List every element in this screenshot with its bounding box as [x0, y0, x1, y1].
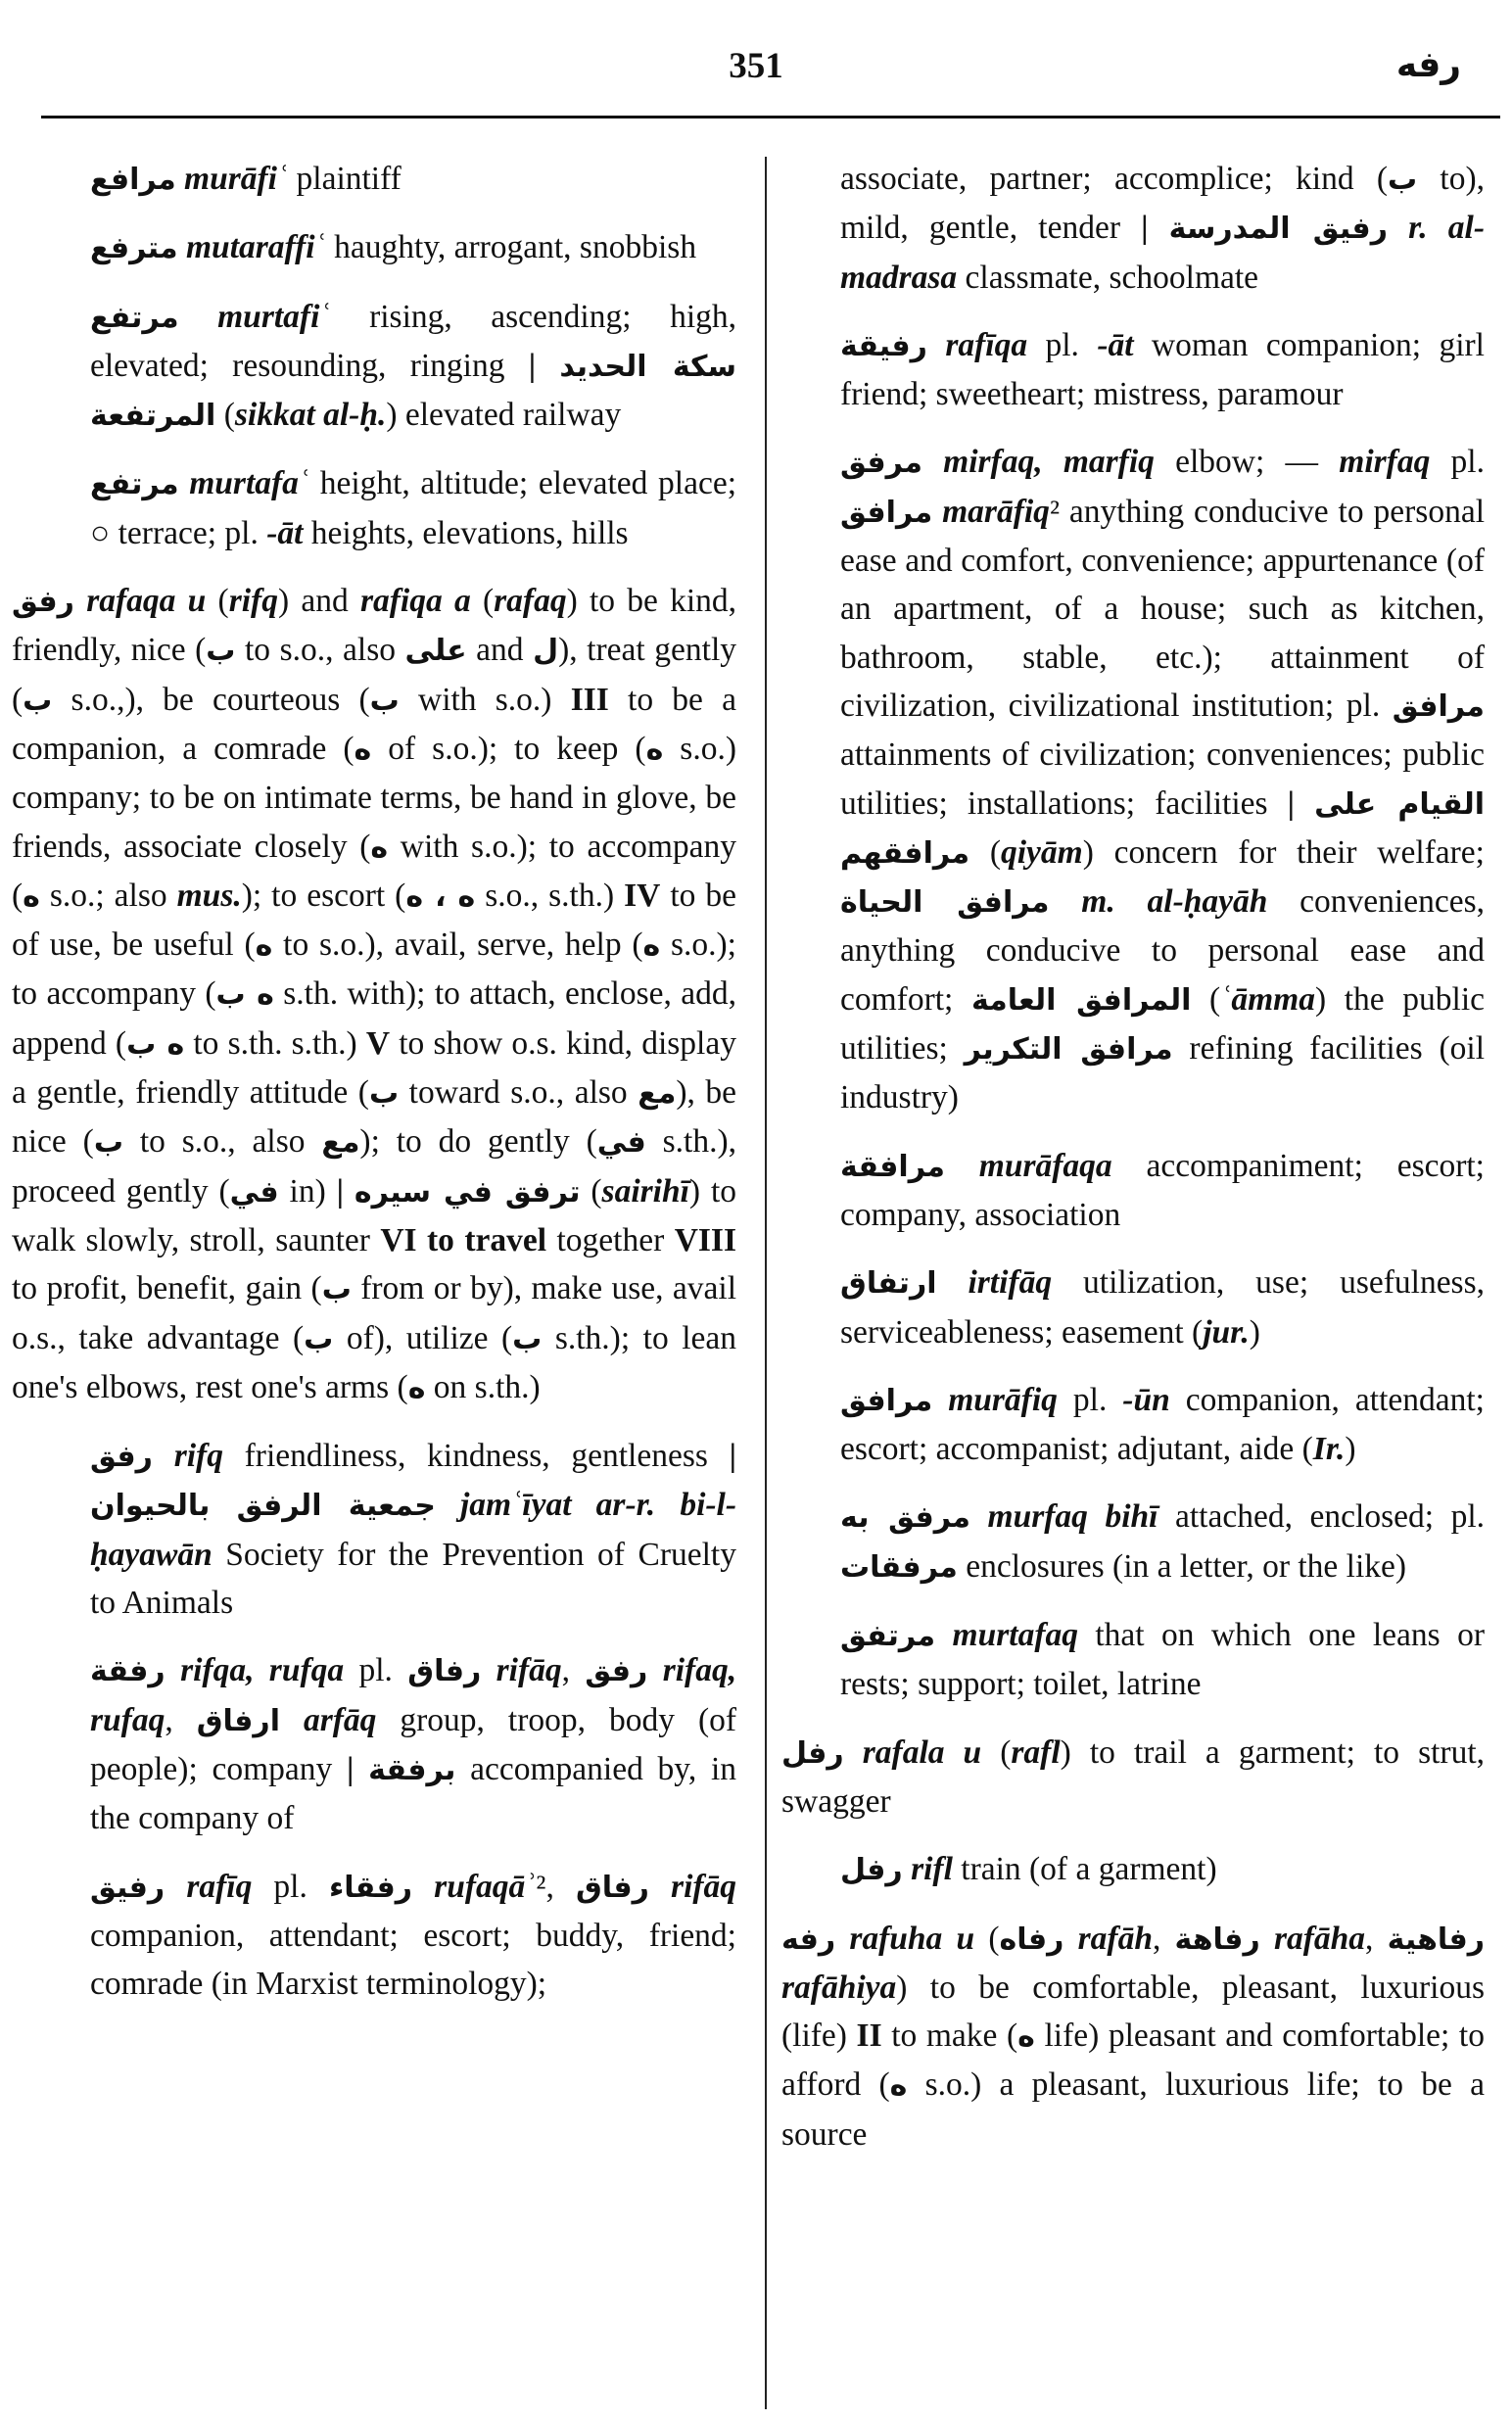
- transliteration: sikkat al-ḥ.: [234, 397, 387, 434]
- definition-text: pl.: [344, 1652, 408, 1689]
- definition-text: s.o., s.th.): [475, 877, 625, 914]
- definition-text: to), mild, gentle, tender: [840, 161, 1485, 247]
- transliteration: rifq: [228, 583, 278, 620]
- verb-form: III: [570, 681, 609, 718]
- definition-text: [165, 1869, 186, 1905]
- definition-text: [179, 299, 218, 335]
- transliteration: rafīqa: [945, 326, 1028, 363]
- definition-text: ,: [1365, 1920, 1388, 1957]
- verb-form: VIII: [674, 1221, 736, 1258]
- arabic-text: ب: [512, 1321, 543, 1356]
- definition-text: life) pleasant and comfortable; to afford (: [781, 2017, 1485, 2104]
- separator-bar: |: [528, 347, 537, 384]
- transliteration: r. al-madrasa: [840, 210, 1486, 296]
- definition-text: that on which one leans or rests; support; toilet, latrine: [840, 1617, 1485, 1703]
- transliteration: rafiqa a: [359, 583, 471, 620]
- arabic-text: ب: [321, 1272, 352, 1307]
- arabic-text: ه: [407, 1370, 426, 1405]
- definition-text: [922, 444, 943, 480]
- definition-text: companion, attendant; escort; buddy, friend; comrade (in Marxist terminology);: [90, 1917, 736, 2003]
- verb-form: V: [365, 1024, 391, 1062]
- definition-text: in): [278, 1172, 337, 1210]
- arabic-text: ه: [642, 928, 661, 964]
- column-divider: [765, 157, 767, 2409]
- definition-text: ) to be comfortable, pleasant, luxurious (life): [781, 1969, 1485, 2055]
- arabic-text: رفقة: [90, 1654, 165, 1689]
- definition-text: [932, 1382, 948, 1418]
- arabic-text: ه ب: [215, 977, 274, 1013]
- definition-text: to s.o., also: [122, 1123, 322, 1161]
- definition-text: group, troop, body (of people); company: [90, 1701, 737, 1787]
- separator-bar: |: [346, 1750, 354, 1787]
- transliteration: rafaq: [494, 583, 567, 620]
- arabic-text: رفيقة: [840, 328, 927, 363]
- definition-text: accompaniment; escort; company, association: [840, 1147, 1485, 1233]
- definition-text: [536, 348, 559, 384]
- definition-text: ), be nice (: [12, 1074, 737, 1161]
- arabic-text: سكة الحديد المرتفعة: [90, 349, 736, 434]
- dictionary-entry: [840, 1611, 1485, 1709]
- definition-text: [1049, 883, 1081, 920]
- definition-text: haughty, arrogant, snobbish: [325, 229, 697, 266]
- definition-text: (: [206, 583, 229, 620]
- definition-text: from or by), make use, avail o.s., take advantage (: [12, 1270, 736, 1356]
- transliteration: irtifāq: [968, 1264, 1053, 1302]
- arabic-text: رفاه: [999, 1922, 1064, 1957]
- arabic-text: ه: [354, 732, 372, 767]
- definition-text: ,: [1152, 1920, 1175, 1957]
- separator-bar: |: [336, 1172, 345, 1210]
- transliteration: rafīq: [186, 1868, 253, 1905]
- arabic-text: رفق: [12, 585, 74, 620]
- dictionary-entry: [90, 1863, 736, 2009]
- definition-text: [1260, 1921, 1274, 1957]
- arabic-text: مرافق: [1392, 688, 1485, 724]
- transliteration: mus.: [176, 877, 242, 914]
- definition-text: s.th. with); to attach, enclose, add, append (: [12, 975, 736, 1062]
- definition-text: enclosures (in a letter, or the like): [957, 1547, 1407, 1585]
- verb-form: IV: [624, 877, 661, 914]
- transliteration: rafala u: [862, 1733, 982, 1771]
- dictionary-entry: [840, 1845, 1485, 1894]
- transliteration: jur.: [1203, 1313, 1250, 1351]
- definition-text: [935, 1617, 952, 1653]
- verb-form: VI to travel: [380, 1221, 547, 1258]
- transliteration: -āt: [1097, 326, 1134, 363]
- transliteration: marāfiq: [942, 493, 1050, 530]
- arabic-text: رفاهة: [1174, 1922, 1260, 1957]
- transliteration: mirfaq: [1339, 444, 1431, 481]
- definition-text: (: [981, 1733, 1012, 1771]
- definition-text: s.o.) company; to be on intimate terms, be hand in glove, be friends, associate closely (: [12, 730, 736, 865]
- definition-text: ²,: [536, 1868, 576, 1905]
- definition-text: refining facilities (oil industry): [840, 1030, 1485, 1116]
- definition-text: associate, partner; accomplice; kind (: [840, 161, 1388, 197]
- definition-text: with s.o.): [399, 681, 571, 718]
- definition-text: woman companion; girl friend; sweetheart; mistress, paramour: [840, 326, 1485, 413]
- transliteration: rafāh: [1077, 1920, 1153, 1957]
- definition-text: on s.th.): [425, 1368, 541, 1405]
- dictionary-entry: [840, 1142, 1485, 1240]
- transliteration: murfaq bihī: [987, 1498, 1158, 1536]
- definition-text: to s.o.), avail, serve, help (: [272, 926, 643, 964]
- arabic-text: مرافق الحياة: [840, 885, 1050, 921]
- definition-text: ) the public utilities;: [840, 980, 1486, 1068]
- transliteration: rifāq: [496, 1652, 562, 1689]
- arabic-text: مرفقات: [840, 1549, 958, 1585]
- definition-text: [945, 1148, 979, 1184]
- dictionary-entry: [840, 1376, 1485, 1474]
- definition-text: utilization, use; usefulness, serviceableness; easement (: [840, 1264, 1486, 1351]
- definition-text: and: [466, 632, 534, 669]
- definition-text: classmate, schoolmate: [957, 259, 1259, 296]
- arabic-text: مترفع: [90, 231, 178, 266]
- definition-text: toward s.o., also: [399, 1074, 638, 1112]
- definition-text: ), treat gently (: [12, 632, 736, 718]
- definition-text: [1149, 210, 1169, 246]
- definition-text: attainments of civilization; conveniences; public utilities; installations; facilities: [840, 736, 1485, 822]
- root-entry: [781, 1915, 1485, 2159]
- header-rule: [41, 116, 1500, 119]
- definition-text: ) to be kind, friendly, nice (: [12, 583, 737, 669]
- arabic-text: القيام على مرافقهم: [840, 786, 1485, 871]
- arabic-text: ارفاق: [196, 1703, 280, 1738]
- arabic-text: ب: [206, 634, 236, 669]
- arabic-text: مرفق به: [840, 1500, 970, 1536]
- definition-text: height, altitude; elevated place; ○ terrace; pl.: [90, 465, 736, 551]
- arabic-text: على: [404, 634, 467, 669]
- arabic-text: ب: [1388, 163, 1418, 197]
- definition-text: with s.o.); to accompany (: [12, 828, 736, 914]
- arabic-text: رفيق المدرسة: [1168, 212, 1388, 247]
- root-entry: [12, 577, 736, 1412]
- dictionary-entry: [840, 155, 1485, 302]
- definition-text: s.o.; also: [39, 877, 177, 914]
- definition-text: companion, attendant; escort; accompanist; adjutant, aide (: [840, 1381, 1485, 1468]
- transliteration: rifq: [173, 1438, 223, 1475]
- dictionary-entry: [90, 293, 736, 441]
- dictionary-entry: [840, 438, 1485, 1121]
- definition-text: to profit, benefit, gain (: [12, 1270, 322, 1307]
- separator-bar: |: [1287, 784, 1296, 822]
- definition-text: [74, 583, 86, 619]
- definition-text: pl.: [1027, 326, 1098, 363]
- definition-text: attached, enclosed; pl.: [1158, 1498, 1485, 1536]
- arabic-text: ه: [645, 732, 664, 767]
- dictionary-entry: [90, 1646, 736, 1842]
- definition-text: elbow; —: [1154, 444, 1340, 481]
- definition-text: of s.o.); to keep (: [371, 730, 646, 767]
- transliteration: jamʿīyat ar-r. bi-l-ḥayawān: [90, 1487, 737, 1573]
- transliteration: m. al-ḥayāh: [1081, 883, 1268, 921]
- definition-text: [481, 1652, 496, 1688]
- definition-text: [647, 1652, 662, 1688]
- definition-text: to s.th. s.th.): [184, 1024, 366, 1062]
- transliteration: rafāha: [1273, 1920, 1366, 1957]
- transliteration: ʿāmma: [1220, 980, 1315, 1018]
- transliteration: mutaraffiʿ: [186, 229, 326, 266]
- definition-text: to make (: [881, 2017, 1018, 2055]
- arabic-text: رفاق: [575, 1870, 649, 1905]
- definition-text: [165, 1652, 180, 1688]
- definition-text: s.th.), proceed gently (: [12, 1123, 736, 1210]
- dictionary-entry: [840, 1258, 1485, 1356]
- arabic-text: مرافع: [90, 163, 176, 197]
- arabic-text: مرافق: [840, 495, 933, 530]
- arabic-text: ب: [368, 1076, 400, 1112]
- definition-text: (: [974, 1920, 1000, 1957]
- transliteration: arfāq: [303, 1701, 377, 1738]
- arabic-text: ه: [23, 878, 40, 914]
- arabic-text: ارتفاق: [840, 1266, 937, 1302]
- definition-text: ): [1345, 1431, 1356, 1468]
- dictionary-entry: [90, 459, 736, 557]
- arabic-text: في: [596, 1125, 646, 1161]
- transliteration: murāfaqa: [978, 1147, 1112, 1184]
- transliteration: mirfaq, marfiq: [943, 444, 1155, 481]
- definition-text: [932, 494, 942, 530]
- arabic-text: رفقاء: [328, 1870, 413, 1905]
- arabic-text: المرافق العامة: [970, 982, 1192, 1018]
- definition-text: s.th.); to lean one's elbows, rest one's arms (: [12, 1319, 736, 1405]
- arabic-text: ب: [23, 683, 53, 718]
- definition-text: accompanied by, in the company of: [90, 1750, 736, 1837]
- arabic-text: رفيق: [90, 1870, 165, 1905]
- transliteration: murāfiq: [948, 1381, 1058, 1418]
- definition-text: conveniences, anything conducive to personal ease and comfort;: [840, 883, 1485, 1018]
- definition-text: of), utilize (: [333, 1319, 513, 1356]
- definition-text: [354, 1751, 368, 1787]
- definition-text: to s.o., also: [235, 632, 405, 669]
- definition-text: ) to trail a garment; to strut, swagger: [781, 1733, 1485, 1820]
- definition-text: [1388, 210, 1408, 246]
- dictionary-entry: [840, 1493, 1485, 1591]
- transliteration: murtafaq: [952, 1617, 1078, 1654]
- arabic-text: رفاق: [407, 1654, 482, 1689]
- definition-text: [835, 1921, 849, 1957]
- transliteration: Ir.: [1312, 1431, 1346, 1468]
- definition-text: [970, 1498, 988, 1535]
- arabic-text: ه: [889, 2068, 908, 2104]
- transliteration: rafuha u: [849, 1920, 975, 1957]
- verb-form: II: [856, 2017, 882, 2055]
- definition-text: train (of a garment): [952, 1851, 1217, 1888]
- dictionary-entry: [840, 321, 1485, 419]
- definition-text: rising, ascending; high, elevated; resounding, ringing: [90, 298, 736, 384]
- definition-text: to be a companion, a comrade (: [12, 681, 736, 767]
- definition-text: s.o.) a pleasant, luxurious life; to be a source: [781, 2066, 1485, 2153]
- definition-text: s.o.); to accompany (: [12, 926, 736, 1013]
- definition-text: [927, 327, 945, 363]
- arabic-text: مرتفق: [840, 1619, 936, 1654]
- definition-text: [178, 229, 186, 265]
- arabic-text: ه ب: [126, 1026, 185, 1062]
- definition-text: (: [969, 833, 1001, 871]
- definition-text: friendliness, kindness, gentleness: [222, 1438, 730, 1475]
- transliteration: rifl: [911, 1851, 953, 1888]
- transliteration: -āt: [266, 514, 304, 551]
- definition-text: Society for the Prevention of Cruelty to Animals: [90, 1536, 736, 1622]
- root-entry: [781, 1729, 1485, 1827]
- arabic-text: مع: [638, 1076, 677, 1112]
- transliteration: sairihī: [601, 1172, 689, 1210]
- arabic-text: مرافق التكرير: [964, 1032, 1173, 1068]
- transliteration: rafāhiya: [781, 1969, 897, 2006]
- dictionary-entry: [90, 155, 736, 204]
- dictionary-entry: [90, 223, 736, 272]
- definition-text: to show o.s. kind, display a gentle, friendly attitude (: [12, 1024, 736, 1112]
- arabic-text: ه: [370, 830, 389, 865]
- definition-text: to be of use, be useful (: [12, 877, 736, 964]
- transliteration: -ūn: [1122, 1381, 1170, 1418]
- definition-text: heights, elevations, hills: [303, 514, 629, 551]
- definition-text: (: [470, 583, 495, 620]
- arabic-text: ب: [93, 1125, 123, 1161]
- definition-text: (: [1191, 980, 1221, 1018]
- arabic-text: ب: [369, 683, 400, 718]
- transliteration: murtafiʿ: [217, 298, 331, 335]
- definition-text: [649, 1869, 671, 1905]
- arabic-text: مع: [321, 1125, 360, 1161]
- definition-text: ) concern for their welfare;: [1082, 833, 1485, 871]
- definition-text: [153, 1438, 174, 1474]
- definition-text: ); to escort (: [241, 877, 406, 914]
- definition-text: [1063, 1921, 1077, 1957]
- arabic-text: مرافق: [840, 1383, 933, 1418]
- transliteration: rifaq, rufaq: [90, 1652, 737, 1738]
- arabic-text: ل: [533, 634, 559, 669]
- arabic-text: رفل: [840, 1853, 903, 1888]
- definition-text: [176, 161, 184, 197]
- transliteration: rifāq: [671, 1868, 737, 1905]
- arabic-text: ه: [255, 928, 273, 964]
- arabic-text: برفقة: [368, 1752, 456, 1787]
- dictionary-entry: [90, 1432, 736, 1627]
- definition-text: [436, 1487, 460, 1523]
- definition-text: [903, 1851, 911, 1887]
- left-column: [12, 155, 737, 2027]
- definition-text: plaintiff: [288, 161, 402, 197]
- definition-text: (: [215, 397, 235, 434]
- separator-bar: |: [1141, 210, 1149, 247]
- transliteration: murtafaʿ: [189, 465, 310, 502]
- definition-text: ² anything conducive to personal ease and comfort, convenience; appurtenance (of an apartment, of a house; such as kitchen, bathroom, stable, etc.); attainment of civilization, civilizational institution; pl.: [840, 493, 1485, 724]
- definition-text: pl.: [1057, 1381, 1123, 1418]
- arabic-text: مرافقة: [840, 1149, 945, 1184]
- definition-text: [937, 1264, 969, 1301]
- transliteration: rafl: [1011, 1733, 1061, 1771]
- definition-text: [280, 1702, 304, 1738]
- transliteration: rafaqa u: [86, 583, 207, 620]
- arabic-text: جمعية الرفق بالحيوان: [90, 1489, 436, 1524]
- definition-text: [344, 1173, 354, 1210]
- arabic-text: ب: [304, 1321, 334, 1356]
- transliteration: qiyām: [1000, 833, 1083, 871]
- arabic-text: رفاهية: [1387, 1922, 1486, 1957]
- definition-text: s.o.,), be courteous (: [52, 681, 370, 718]
- definition-text: together: [546, 1221, 675, 1258]
- definition-text: ) elevated railway: [386, 397, 622, 434]
- arabic-text: رفق: [585, 1654, 648, 1689]
- arabic-text: مرتفع: [90, 467, 179, 502]
- definition-text: ): [1249, 1313, 1260, 1351]
- definition-text: [844, 1734, 863, 1771]
- arabic-text: في: [229, 1174, 279, 1210]
- transliteration: murāfiʿ: [184, 161, 289, 197]
- arabic-text: مرتفع: [90, 300, 179, 335]
- definition-text: [179, 465, 190, 501]
- definition-text: ,: [561, 1652, 586, 1689]
- arabic-text: ه: [1017, 2019, 1035, 2055]
- definition-text: ) and: [277, 583, 360, 620]
- definition-text: [412, 1869, 434, 1905]
- arabic-text: رفل: [781, 1735, 844, 1771]
- separator-bar: |: [729, 1438, 737, 1475]
- right-column: [781, 155, 1486, 2178]
- definition-text: [1295, 785, 1314, 822]
- definition-text: ) to walk slowly, stroll, saunter: [12, 1172, 737, 1258]
- transliteration: rufaqāʾ: [434, 1868, 537, 1905]
- definition-text: ,: [165, 1701, 197, 1738]
- definition-text: ); to do gently (: [359, 1123, 597, 1161]
- arabic-text: ه ، ه: [405, 878, 476, 914]
- page-number: 351: [729, 46, 783, 86]
- arabic-text: رفه: [781, 1922, 836, 1957]
- definition-text: (: [580, 1172, 602, 1210]
- definition-text: pl.: [252, 1868, 329, 1905]
- running-header-root: رفه: [1395, 45, 1461, 85]
- arabic-text: ترفق في سيره: [354, 1174, 581, 1210]
- definition-text: pl.: [1430, 444, 1485, 481]
- transliteration: rifqa, rufqa: [180, 1652, 345, 1689]
- arabic-text: مرفق: [840, 446, 922, 481]
- arabic-text: رفق: [90, 1440, 153, 1475]
